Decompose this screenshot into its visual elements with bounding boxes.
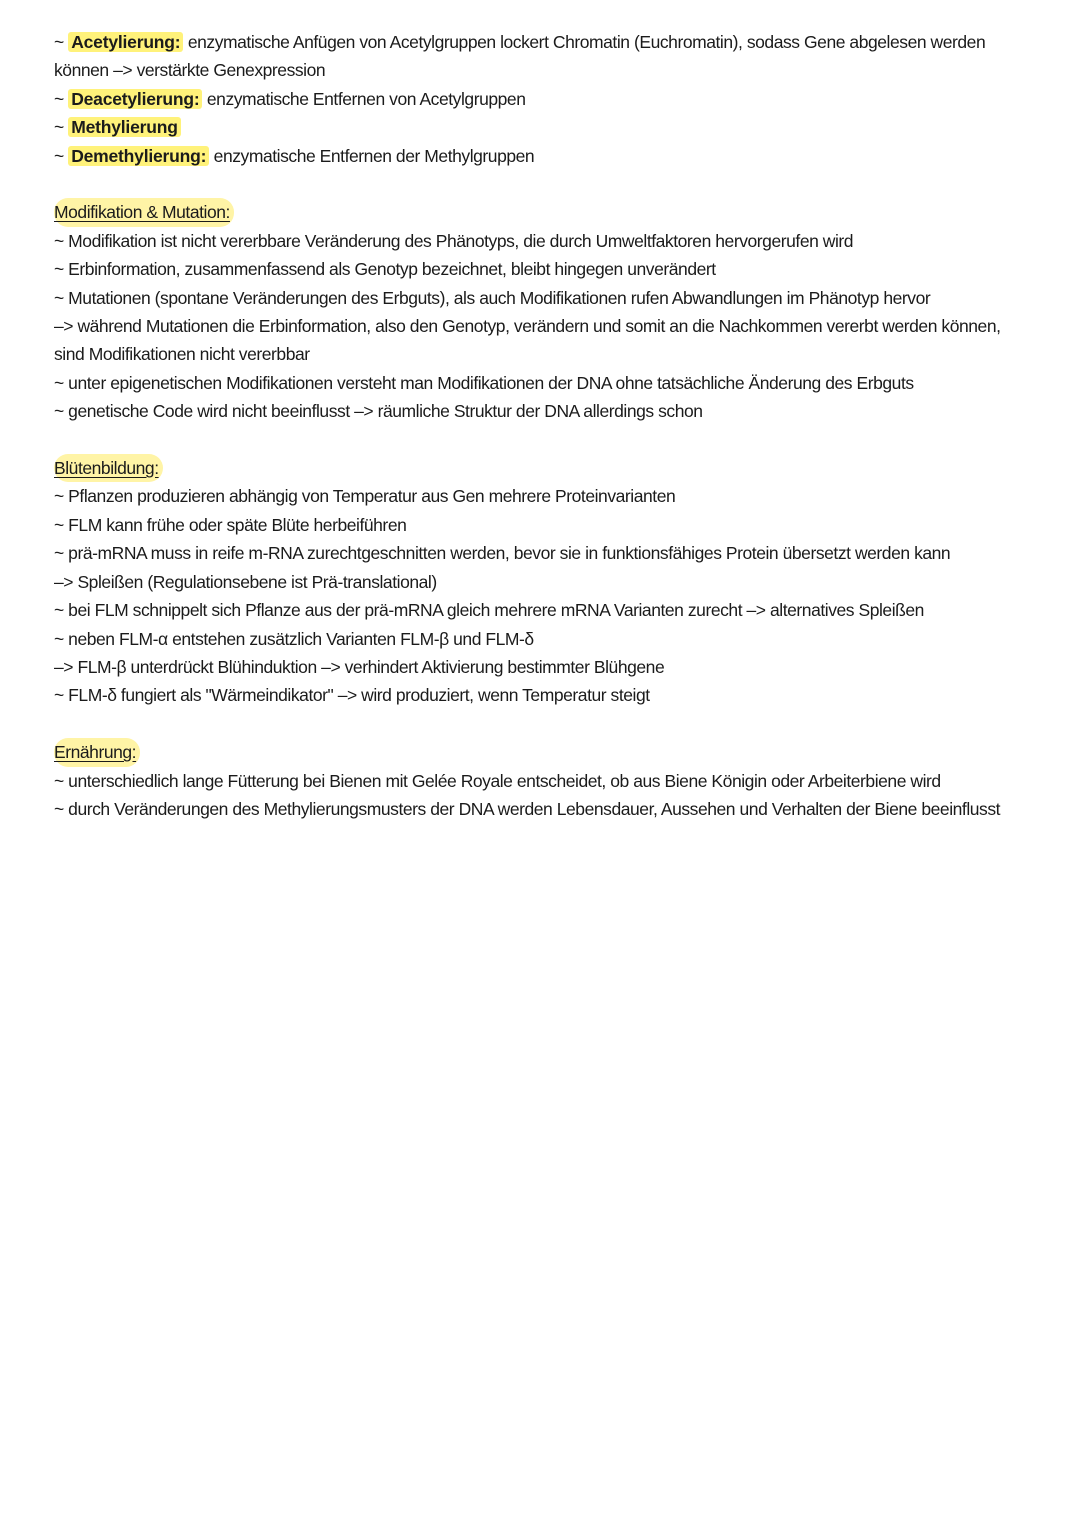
notes-page xyxy=(54,28,1044,823)
list-item: –> Spleißen (Regulationsebene ist Prä-translational) xyxy=(54,571,437,592)
list-item: ~ Erbinformation, zusammenfassend als Genotyp bezeichnet, bleibt hingegen unverändert xyxy=(54,259,716,280)
definition-demethylierung: enzymatische Entfernen der Methylgruppen xyxy=(209,145,535,166)
heading-ernaehrung: Ernährung: xyxy=(54,738,140,766)
list-item: ~ Pflanzen produzieren abhängig von Temperatur aus Gen mehrere Proteinvarianten xyxy=(54,486,676,507)
heading-modifikation-mutation: Modifikation & Mutation: xyxy=(54,198,234,226)
term-acetylierung: Acetylierung: xyxy=(68,32,183,52)
list-item: sind Modifikationen nicht vererbbar xyxy=(54,344,310,365)
section-bluetenbildung xyxy=(54,454,1044,710)
list-item: ~ unterschiedlich lange Fütterung bei Bienen mit Gelée Royale entscheidet, ob aus Biene Königin oder Arbeiterbiene wird xyxy=(54,770,941,791)
bullet-tilde: ~ xyxy=(54,88,69,109)
list-item-deacetylierung xyxy=(54,85,1044,113)
list-item: ~ prä-mRNA muss in reife m-RNA zurechtgeschnitten werden, bevor sie in funktionsfähiges Protein übersetzt werden kann xyxy=(54,543,951,564)
section-modifikation-mutation xyxy=(54,198,1044,425)
term-demethylierung: Demethylierung: xyxy=(68,146,209,166)
list-item: ~ FLM kann frühe oder späte Blüte herbeiführen xyxy=(54,514,407,535)
list-item: ~ durch Veränderungen des Methylierungsmusters der DNA werden Lebensdauer, Aussehen und Verhalten der Biene beeinflusst xyxy=(54,798,1001,819)
bullet-tilde: ~ xyxy=(54,32,69,52)
list-item: ~ neben FLM-α entstehen zusätzlich Varianten FLM-β und FLM-δ xyxy=(54,628,534,649)
list-item: ~ Modifikation ist nicht vererbbare Veränderung des Phänotyps, die durch Umweltfaktoren hervorgerufen wird xyxy=(54,230,854,251)
list-item-acetylierung-continuation: können –> verstärkte Genexpression xyxy=(54,60,326,81)
term-deacetylierung: Deacetylierung: xyxy=(68,89,202,109)
epigenetic-mechanisms-list xyxy=(54,28,1044,170)
list-item-acetylierung xyxy=(54,28,1044,56)
list-item: –> FLM-β unterdrückt Blühinduktion –> verhindert Aktivierung bestimmter Blühgene xyxy=(54,656,665,677)
section-ernaehrung xyxy=(54,738,1044,823)
bullet-tilde: ~ xyxy=(54,117,69,138)
list-item-methylierung xyxy=(54,113,1044,141)
list-item: ~ unter epigenetischen Modifikationen versteht man Modifikationen der DNA ohne tatsächliche Änderung des Erbguts xyxy=(54,372,914,393)
term-methylierung: Methylierung xyxy=(68,117,181,137)
list-item: –> während Mutationen die Erbinformation, also den Genotyp, verändern und somit an die Nachkommen vererbt werden können, xyxy=(54,316,1001,337)
definition-acetylierung: enzymatische Anfügen von Acetylgruppen lockert Chromatin (Euchromatin), sodass Gene abgelesen werden xyxy=(183,32,986,52)
list-item-demethylierung xyxy=(54,142,1044,170)
heading-bluetenbildung: Blütenbildung: xyxy=(54,454,163,482)
list-item: ~ bei FLM schnippelt sich Pflanze aus der prä-mRNA gleich mehrere mRNA Varianten zurecht –> alternatives Spleißen xyxy=(54,600,924,621)
bullet-tilde: ~ xyxy=(54,145,69,166)
list-item: ~ FLM-δ fungiert als "Wärmeindikator" –> wird produziert, wenn Temperatur steigt xyxy=(54,685,650,706)
list-item: ~ Mutationen (spontane Veränderungen des Erbguts), als auch Modifikationen rufen Abwandlungen im Phänotyp hervor xyxy=(54,287,931,308)
list-item: ~ genetische Code wird nicht beeinflusst –> räumliche Struktur der DNA allerdings schon xyxy=(54,401,703,422)
definition-deacetylierung: enzymatische Entfernen von Acetylgruppen xyxy=(202,88,526,109)
